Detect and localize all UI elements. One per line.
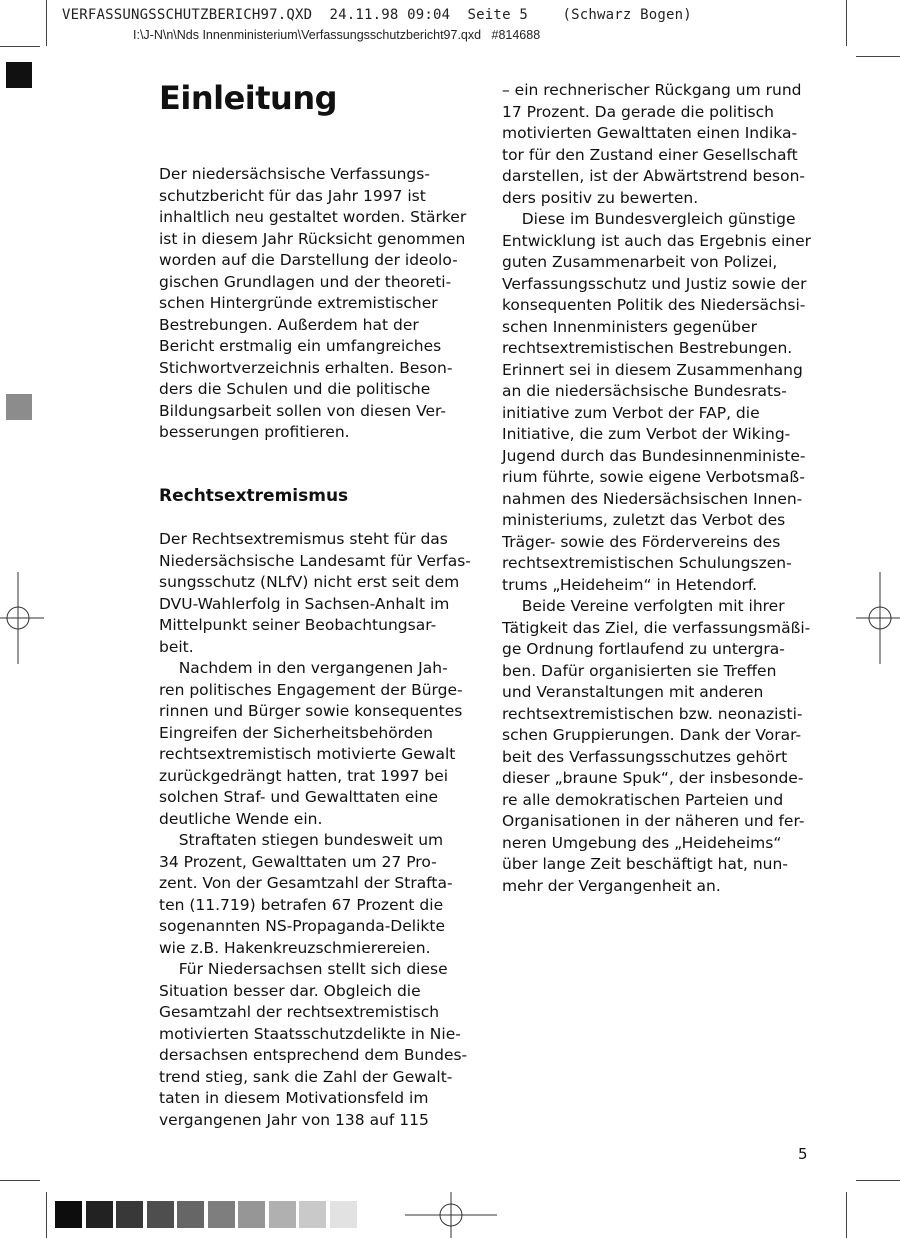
- text-line: 17 Prozent. Da gerade die politisch: [502, 102, 774, 121]
- text-line: Erinnert sei in diesem Zusammenhang: [502, 360, 803, 379]
- left-column-text: [159, 529, 479, 1131]
- text-line: zurückgedrängt hatten, trat 1997 bei: [159, 766, 449, 785]
- text-line: taten in diesem Motivationsfeld im: [159, 1089, 429, 1107]
- text-line: re alle demokratischen Parteien und: [502, 790, 784, 809]
- text-line: Beide Vereine verfolgten mit ihrer: [502, 597, 785, 615]
- text-line: gischen Grundlagen und der theoreti-: [159, 272, 452, 291]
- text-line: Organisationen in der näheren und fer-: [502, 812, 805, 830]
- text-line: Gesamtzahl der rechtsextremistisch: [159, 1003, 440, 1021]
- color-swatch: [238, 1201, 265, 1228]
- slug-header: VERFASSUNGSSCHUTZBERICH97.QXD 24.11.98 09:04 Seite 5 (Schwarz Bogen): [62, 7, 692, 23]
- text-line: wie z.B. Hakenkreuzschmierereien.: [159, 938, 431, 957]
- text-line: initiative zum Verbot der FAP, die: [502, 403, 760, 422]
- text-line: worden auf die Darstellung der ideolo-: [159, 251, 458, 269]
- text-line: Niedersächsische Landesamt für Verfas-: [159, 551, 471, 570]
- text-line: rium führte, sowie eigene Verbotsmaß-: [502, 468, 806, 486]
- right-column-text: [502, 80, 822, 897]
- text-line: nahmen des Niedersächsischen Innen-: [502, 489, 803, 508]
- text-line: schen Hintergründe extremistischer: [159, 294, 438, 312]
- text-line: an die niedersächsische Bundesrats-: [502, 382, 787, 400]
- registration-mark-bottom: [405, 1192, 497, 1238]
- text-line: neren Umgebung des „Heideheims“: [502, 833, 782, 852]
- text-line: Tätigkeit das Ziel, die verfassungsmäßi-: [502, 618, 811, 637]
- text-line: Bericht erstmalig ein umfangreiches: [159, 337, 442, 355]
- text-line: und Veranstaltungen mit anderen: [502, 683, 764, 701]
- color-swatch: [116, 1201, 143, 1228]
- text-line: – ein rechnerischer Rückgang um rund: [502, 81, 802, 99]
- page-title: Einleitung: [159, 79, 338, 117]
- color-swatch: [177, 1201, 204, 1228]
- text-line: Der Rechtsextremismus steht für das: [159, 530, 448, 548]
- text-line: vergangenen Jahr von 138 auf 115: [159, 1110, 429, 1129]
- text-line: Eingreifen der Sicherheitsbehörden: [159, 723, 433, 742]
- text-line: mehr der Vergangenheit an.: [502, 876, 721, 895]
- section-heading: Rechtsextremismus: [159, 486, 349, 506]
- color-swatch: [330, 1201, 357, 1228]
- text-line: motivierten Gewalttaten einen Indika-: [502, 124, 798, 142]
- text-line: rechtsextremistischen bzw. neonazisti-: [502, 704, 803, 723]
- slug-filepath: I:\J-N\n\Nds Innenministerium\Verfassungsschutzbericht97.qxd #814688: [133, 28, 541, 42]
- section-marker-gray: [6, 394, 32, 420]
- text-line: Diese im Bundesvergleich günstige: [502, 210, 796, 228]
- text-line: Situation besser dar. Obgleich die: [159, 981, 421, 1000]
- text-line: ten (11.719) betrafen 67 Prozent die: [159, 895, 444, 914]
- text-line: ge Ordnung fortlaufend zu untergra-: [502, 640, 785, 658]
- text-line: trend stieg, sank die Zahl der Gewalt-: [159, 1067, 453, 1086]
- section-marker-black: [6, 62, 32, 88]
- text-line: tor für den Zustand einer Gesellschaft: [502, 145, 798, 164]
- text-line: darstellen, ist der Abwärtstrend beson-: [502, 167, 806, 185]
- text-line: ministeriums, zuletzt das Verbot des: [502, 511, 786, 529]
- color-calibration-strip: [55, 1201, 360, 1228]
- text-line: schutzbericht für das Jahr 1997 ist: [159, 186, 426, 205]
- color-swatch: [269, 1201, 296, 1228]
- text-line: ren politisches Engagement der Bürge-: [159, 680, 463, 699]
- text-line: rechtsextremistisch motivierte Gewalt: [159, 745, 456, 763]
- text-line: ben. Dafür organisierten sie Treffen: [502, 661, 777, 680]
- text-line: DVU-Wahlerfolg in Sachsen-Anhalt im: [159, 594, 450, 613]
- text-line: rechtsextremistischen Bestrebungen.: [502, 339, 793, 357]
- registration-mark-left: [0, 572, 44, 664]
- text-line: guten Zusammenarbeit von Polizei,: [502, 253, 778, 271]
- text-line: ders positiv zu bewerten.: [502, 188, 699, 207]
- text-line: Straftaten stiegen bundesweit um: [159, 831, 444, 849]
- color-swatch: [208, 1201, 235, 1228]
- text-line: dieser „braune Spuk“, der insbesonde-: [502, 769, 804, 787]
- text-line: sungsschutz (NLfV) nicht erst seit dem: [159, 573, 460, 591]
- text-line: schen Innenministers gegenüber: [502, 317, 758, 336]
- text-line: Verfassungsschutz und Justiz sowie der: [502, 274, 807, 293]
- text-line: Initiative, die zum Verbot der Wiking-: [502, 425, 791, 443]
- color-swatch: [55, 1201, 82, 1228]
- text-line: Entwicklung ist auch das Ergebnis einer: [502, 231, 812, 250]
- text-line: Bildungsarbeit sollen von diesen Ver-: [159, 401, 447, 420]
- text-line: schen Gruppierungen. Dank der Vorar-: [502, 726, 802, 744]
- text-line: motivierten Staatsschutzdelikte in Nie-: [159, 1024, 461, 1043]
- text-line: sogenannten NS-Propaganda-Delikte: [159, 917, 445, 935]
- text-line: besserungen profitieren.: [159, 423, 350, 441]
- text-line: ders die Schulen und die politische: [159, 380, 431, 398]
- text-line: Für Niedersachsen stellt sich diese: [159, 960, 448, 978]
- text-line: deutliche Wende ein.: [159, 809, 323, 828]
- text-line: Mittelpunkt seiner Beobachtungsar-: [159, 616, 437, 634]
- text-line: Träger- sowie des Fördervereins des: [502, 532, 781, 551]
- text-line: 34 Prozent, Gewalttaten um 27 Pro-: [159, 852, 437, 871]
- text-line: zent. Von der Gesamtzahl der Strafta-: [159, 874, 453, 892]
- color-swatch: [299, 1201, 326, 1228]
- text-line: dersachsen entsprechend dem Bundes-: [159, 1046, 468, 1064]
- color-swatch: [147, 1201, 174, 1228]
- page-number: 5: [798, 1145, 808, 1163]
- text-line: beit des Verfassungsschutzes gehört: [502, 747, 788, 766]
- text-line: konsequenten Politik des Niedersächsi-: [502, 296, 806, 314]
- text-line: Nachdem in den vergangenen Jah-: [159, 659, 448, 677]
- intro-paragraph: [159, 164, 479, 444]
- text-line: ist in diesem Jahr Rücksicht genommen: [159, 229, 466, 248]
- text-line: Der niedersächsische Verfassungs-: [159, 165, 430, 183]
- text-line: rechtsextremistischen Schulungszen-: [502, 554, 792, 572]
- color-swatch: [86, 1201, 113, 1228]
- text-line: über lange Zeit beschäftigt hat, nun-: [502, 855, 788, 873]
- text-line: Jugend durch das Bundesinnenministe-: [502, 446, 806, 465]
- text-line: inhaltlich neu gestaltet worden. Stärker: [159, 208, 467, 226]
- text-line: beit.: [159, 637, 194, 656]
- text-line: Stichwortverzeichnis erhalten. Beson-: [159, 358, 453, 377]
- text-line: Bestrebungen. Außerdem hat der: [159, 315, 419, 334]
- text-line: rinnen und Bürger sowie konsequentes: [159, 702, 463, 720]
- registration-mark-right: [856, 572, 900, 664]
- text-line: solchen Straf- und Gewalttaten eine: [159, 788, 439, 806]
- text-line: trums „Heideheim“ in Hetendorf.: [502, 575, 758, 594]
